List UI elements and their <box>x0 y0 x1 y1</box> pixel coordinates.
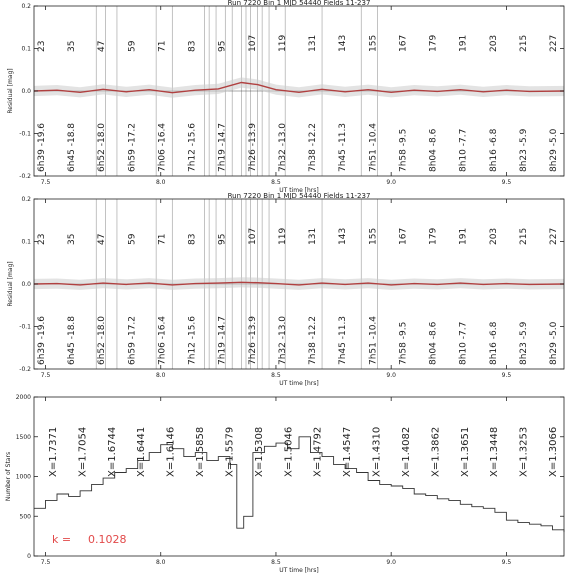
airmass-label-5: X=1.5858 <box>195 426 207 477</box>
panel-0-field-label-7: 107 <box>247 34 258 52</box>
panel-1-time-label-2: 6h52 -18.0 <box>97 315 108 365</box>
airmass-label-3: X=1.6441 <box>136 426 148 477</box>
panel-0-time-label-5: 7h12 -15.6 <box>187 122 198 172</box>
panel-1-field-label-3: 59 <box>127 233 138 245</box>
panel-1-field-label-11: 155 <box>368 227 379 245</box>
panel-middle-xlabel: UT time [hrs] <box>279 380 319 387</box>
panel-1-time-label-11: 7h51 -10.4 <box>368 315 379 365</box>
panel-1-time-label-13: 8h04 -8.6 <box>428 321 439 365</box>
panel-2-xtick-label-2: 8.5 <box>271 559 281 566</box>
airmass-label-2: X=1.6744 <box>106 426 118 477</box>
panel-top <box>7 0 564 194</box>
panel-0-xtick-label-0: 7.5 <box>40 179 51 186</box>
panel-1-field-label-7: 107 <box>247 227 258 245</box>
panel-1-time-label-3: 6h59 -17.2 <box>127 315 138 365</box>
panel-1-field-label-8: 119 <box>277 227 288 245</box>
panel-1-field-label-1: 35 <box>67 233 78 245</box>
panel-0-time-label-8: 7h32 -13.0 <box>277 122 288 172</box>
panel-middle <box>7 192 564 387</box>
panel-0-xtick-label-1: 8.0 <box>155 179 166 186</box>
panel-1-field-label-14: 191 <box>458 227 469 245</box>
panel-0-time-label-14: 8h10 -7.7 <box>458 128 469 172</box>
airmass-label-8: X=1.5046 <box>283 426 295 477</box>
panel-top-residual-band <box>34 77 564 97</box>
panel-0-time-label-6: 7h19 -14.7 <box>217 122 228 172</box>
panel-0-time-label-13: 8h04 -8.6 <box>428 128 439 172</box>
panel-0-time-label-3: 6h59 -17.2 <box>127 122 138 172</box>
panel-0-field-label-13: 179 <box>428 34 439 52</box>
panel-1-ytick-label-0: -0.2 <box>19 366 31 373</box>
panel-1-time-label-4: 7h06 -16.4 <box>157 315 168 365</box>
airmass-label-17: X=1.3066 <box>548 426 559 477</box>
airmass-label-7: X=1.5308 <box>253 426 265 477</box>
panel-1-field-label-17: 227 <box>549 227 559 245</box>
panel-0-time-label-0: 6h39 -19.6 <box>37 122 47 172</box>
airmass-label-4: X=1.6146 <box>165 426 177 477</box>
panel-1-time-label-8: 7h32 -13.0 <box>277 315 288 365</box>
panel-0-ytick-label-3: 0.1 <box>21 45 31 53</box>
panel-1-time-label-10: 7h45 -11.3 <box>338 315 349 365</box>
panel-0-ytick-label-1: -0.1 <box>19 130 31 138</box>
panel-0-field-label-2: 47 <box>97 40 108 52</box>
panel-0-field-label-17: 227 <box>549 34 559 52</box>
panel-0-field-label-3: 59 <box>127 40 138 52</box>
panel-0-field-label-4: 71 <box>157 40 168 52</box>
panel-0-xtick-label-3: 9.0 <box>386 179 396 186</box>
panel-2-xtick-label-1: 8.0 <box>155 559 166 566</box>
panel-1-time-label-5: 7h12 -15.6 <box>187 315 198 365</box>
panel-0-field-label-16: 215 <box>518 34 529 52</box>
panel-0-ytick-label-4: 0.2 <box>21 3 31 10</box>
panel-0-time-label-12: 7h58 -9.5 <box>398 128 409 172</box>
panel-0-xtick-label-4: 9.5 <box>501 179 512 186</box>
panel-0-time-label-2: 6h52 -18.0 <box>97 122 108 172</box>
panel-0-ytick-label-0: -0.2 <box>19 173 31 180</box>
panel-1-field-label-6: 95 <box>217 233 228 245</box>
panel-1-xtick-label-3: 9.0 <box>386 372 396 379</box>
panel-2-ytick-label-3: 1500 <box>15 433 31 441</box>
panel-top-title: Run 7220 Bin 1 MJD 54440 Fields 11-237 <box>227 0 371 7</box>
panel-top-xlabel: UT time [hrs] <box>279 187 319 194</box>
panel-1-time-label-7: 7h26 -13.9 <box>247 315 258 365</box>
panel-0-field-label-6: 95 <box>217 40 228 52</box>
airmass-label-12: X=1.4082 <box>400 426 412 477</box>
panel-bottom <box>5 394 564 574</box>
panel-1-field-label-16: 215 <box>518 227 529 245</box>
panel-2-xtick-label-3: 9.0 <box>386 559 396 566</box>
panel-0-time-label-17: 8h29 -5.0 <box>549 128 559 172</box>
panel-0-field-label-11: 155 <box>368 34 379 52</box>
airmass-label-15: X=1.3448 <box>489 426 501 477</box>
panel-1-field-label-13: 179 <box>428 227 439 245</box>
panel-1-xtick-label-1: 8.0 <box>155 372 166 379</box>
k-label: k = <box>52 533 72 546</box>
panel-0-time-label-9: 7h38 -12.2 <box>308 122 319 172</box>
panel-2-xtick-label-4: 9.5 <box>501 559 512 566</box>
panel-middle-ylabel: Residual [mag] <box>7 261 14 307</box>
panel-2-ytick-label-0: 0 <box>27 553 31 560</box>
panel-bottom-ylabel: Number of Stars <box>5 451 12 502</box>
airmass-label-1: X=1.7054 <box>77 426 89 477</box>
panel-1-field-label-5: 83 <box>187 233 198 245</box>
panel-2-ytick-label-4: 2000 <box>15 394 31 401</box>
airmass-label-16: X=1.3253 <box>518 426 530 477</box>
panel-1-time-label-17: 8h29 -5.0 <box>549 321 559 365</box>
panel-1-field-label-9: 131 <box>308 227 319 245</box>
airmass-label-13: X=1.3862 <box>430 426 442 477</box>
panel-1-ytick-label-2: 0.0 <box>21 281 31 288</box>
panel-1-field-label-4: 71 <box>157 233 168 245</box>
panel-1-time-label-0: 6h39 -19.6 <box>37 315 47 365</box>
panel-0-time-label-11: 7h51 -10.4 <box>368 122 379 172</box>
panel-0-field-label-0: 23 <box>37 40 47 52</box>
panel-1-field-label-0: 23 <box>37 233 47 245</box>
panel-0-time-label-1: 6h45 -18.8 <box>67 122 78 172</box>
panel-0-field-label-8: 119 <box>277 34 288 52</box>
airmass-label-6: X=1.5579 <box>224 426 236 477</box>
panel-1-time-label-6: 7h19 -14.7 <box>217 315 228 365</box>
airmass-label-11: X=1.4310 <box>371 426 383 477</box>
airmass-label-14: X=1.3651 <box>459 426 471 477</box>
panel-1-field-label-10: 143 <box>338 227 349 245</box>
panel-2-xtick-label-0: 7.5 <box>40 559 51 566</box>
airmass-label-10: X=1.4547 <box>342 426 354 477</box>
panel-0-time-label-7: 7h26 -13.9 <box>247 122 258 172</box>
panel-1-field-label-15: 203 <box>488 227 499 245</box>
panel-1-time-label-1: 6h45 -18.8 <box>67 315 78 365</box>
panel-0-field-label-15: 203 <box>488 34 499 52</box>
panel-1-time-label-16: 8h23 -5.9 <box>518 321 529 365</box>
k-value: 0.1028 <box>88 533 127 546</box>
panel-1-ytick-label-3: 0.1 <box>21 238 31 246</box>
panel-1-field-label-2: 47 <box>97 233 108 245</box>
panel-1-field-label-12: 167 <box>398 227 409 245</box>
panel-1-time-label-15: 8h16 -6.8 <box>488 321 499 365</box>
panel-0-field-label-12: 167 <box>398 34 409 52</box>
panel-top-ylabel: Residual [mag] <box>7 68 14 114</box>
panel-0-time-label-10: 7h45 -11.3 <box>338 122 349 172</box>
airmass-label-0: X=1.7371 <box>48 426 59 477</box>
panel-middle-title: Run 7220 Bin 1 MJD 54440 Fields 11-237 <box>227 192 371 200</box>
panel-1-xtick-label-0: 7.5 <box>40 372 51 379</box>
panel-0-xtick-label-2: 8.5 <box>271 179 281 186</box>
panel-0-ytick-label-2: 0.0 <box>21 88 31 95</box>
panel-1-time-label-12: 7h58 -9.5 <box>398 321 409 365</box>
panel-0-field-label-10: 143 <box>338 34 349 52</box>
panel-1-time-label-14: 8h10 -7.7 <box>458 321 469 365</box>
airmass-label-9: X=1.4792 <box>312 426 324 477</box>
panel-0-time-label-16: 8h23 -5.9 <box>518 128 529 172</box>
panel-1-time-label-9: 7h38 -12.2 <box>308 315 319 365</box>
panel-1-ytick-label-4: 0.2 <box>21 196 31 203</box>
panel-0-field-label-1: 35 <box>67 40 78 52</box>
panel-2-ytick-label-2: 1000 <box>15 473 31 481</box>
panel-bottom-xlabel: UT time [hrs] <box>279 567 319 574</box>
panel-0-time-label-4: 7h06 -16.4 <box>157 122 168 172</box>
panel-1-xtick-label-2: 8.5 <box>271 372 281 379</box>
panel-0-time-label-15: 8h16 -6.8 <box>488 128 499 172</box>
panel-1-xtick-label-4: 9.5 <box>501 372 512 379</box>
panel-1-ytick-label-1: -0.1 <box>19 323 31 331</box>
panel-0-field-label-14: 191 <box>458 34 469 52</box>
panel-0-field-label-5: 83 <box>187 40 198 52</box>
panel-2-ytick-label-1: 500 <box>19 513 31 521</box>
panel-0-field-label-9: 131 <box>308 34 319 52</box>
